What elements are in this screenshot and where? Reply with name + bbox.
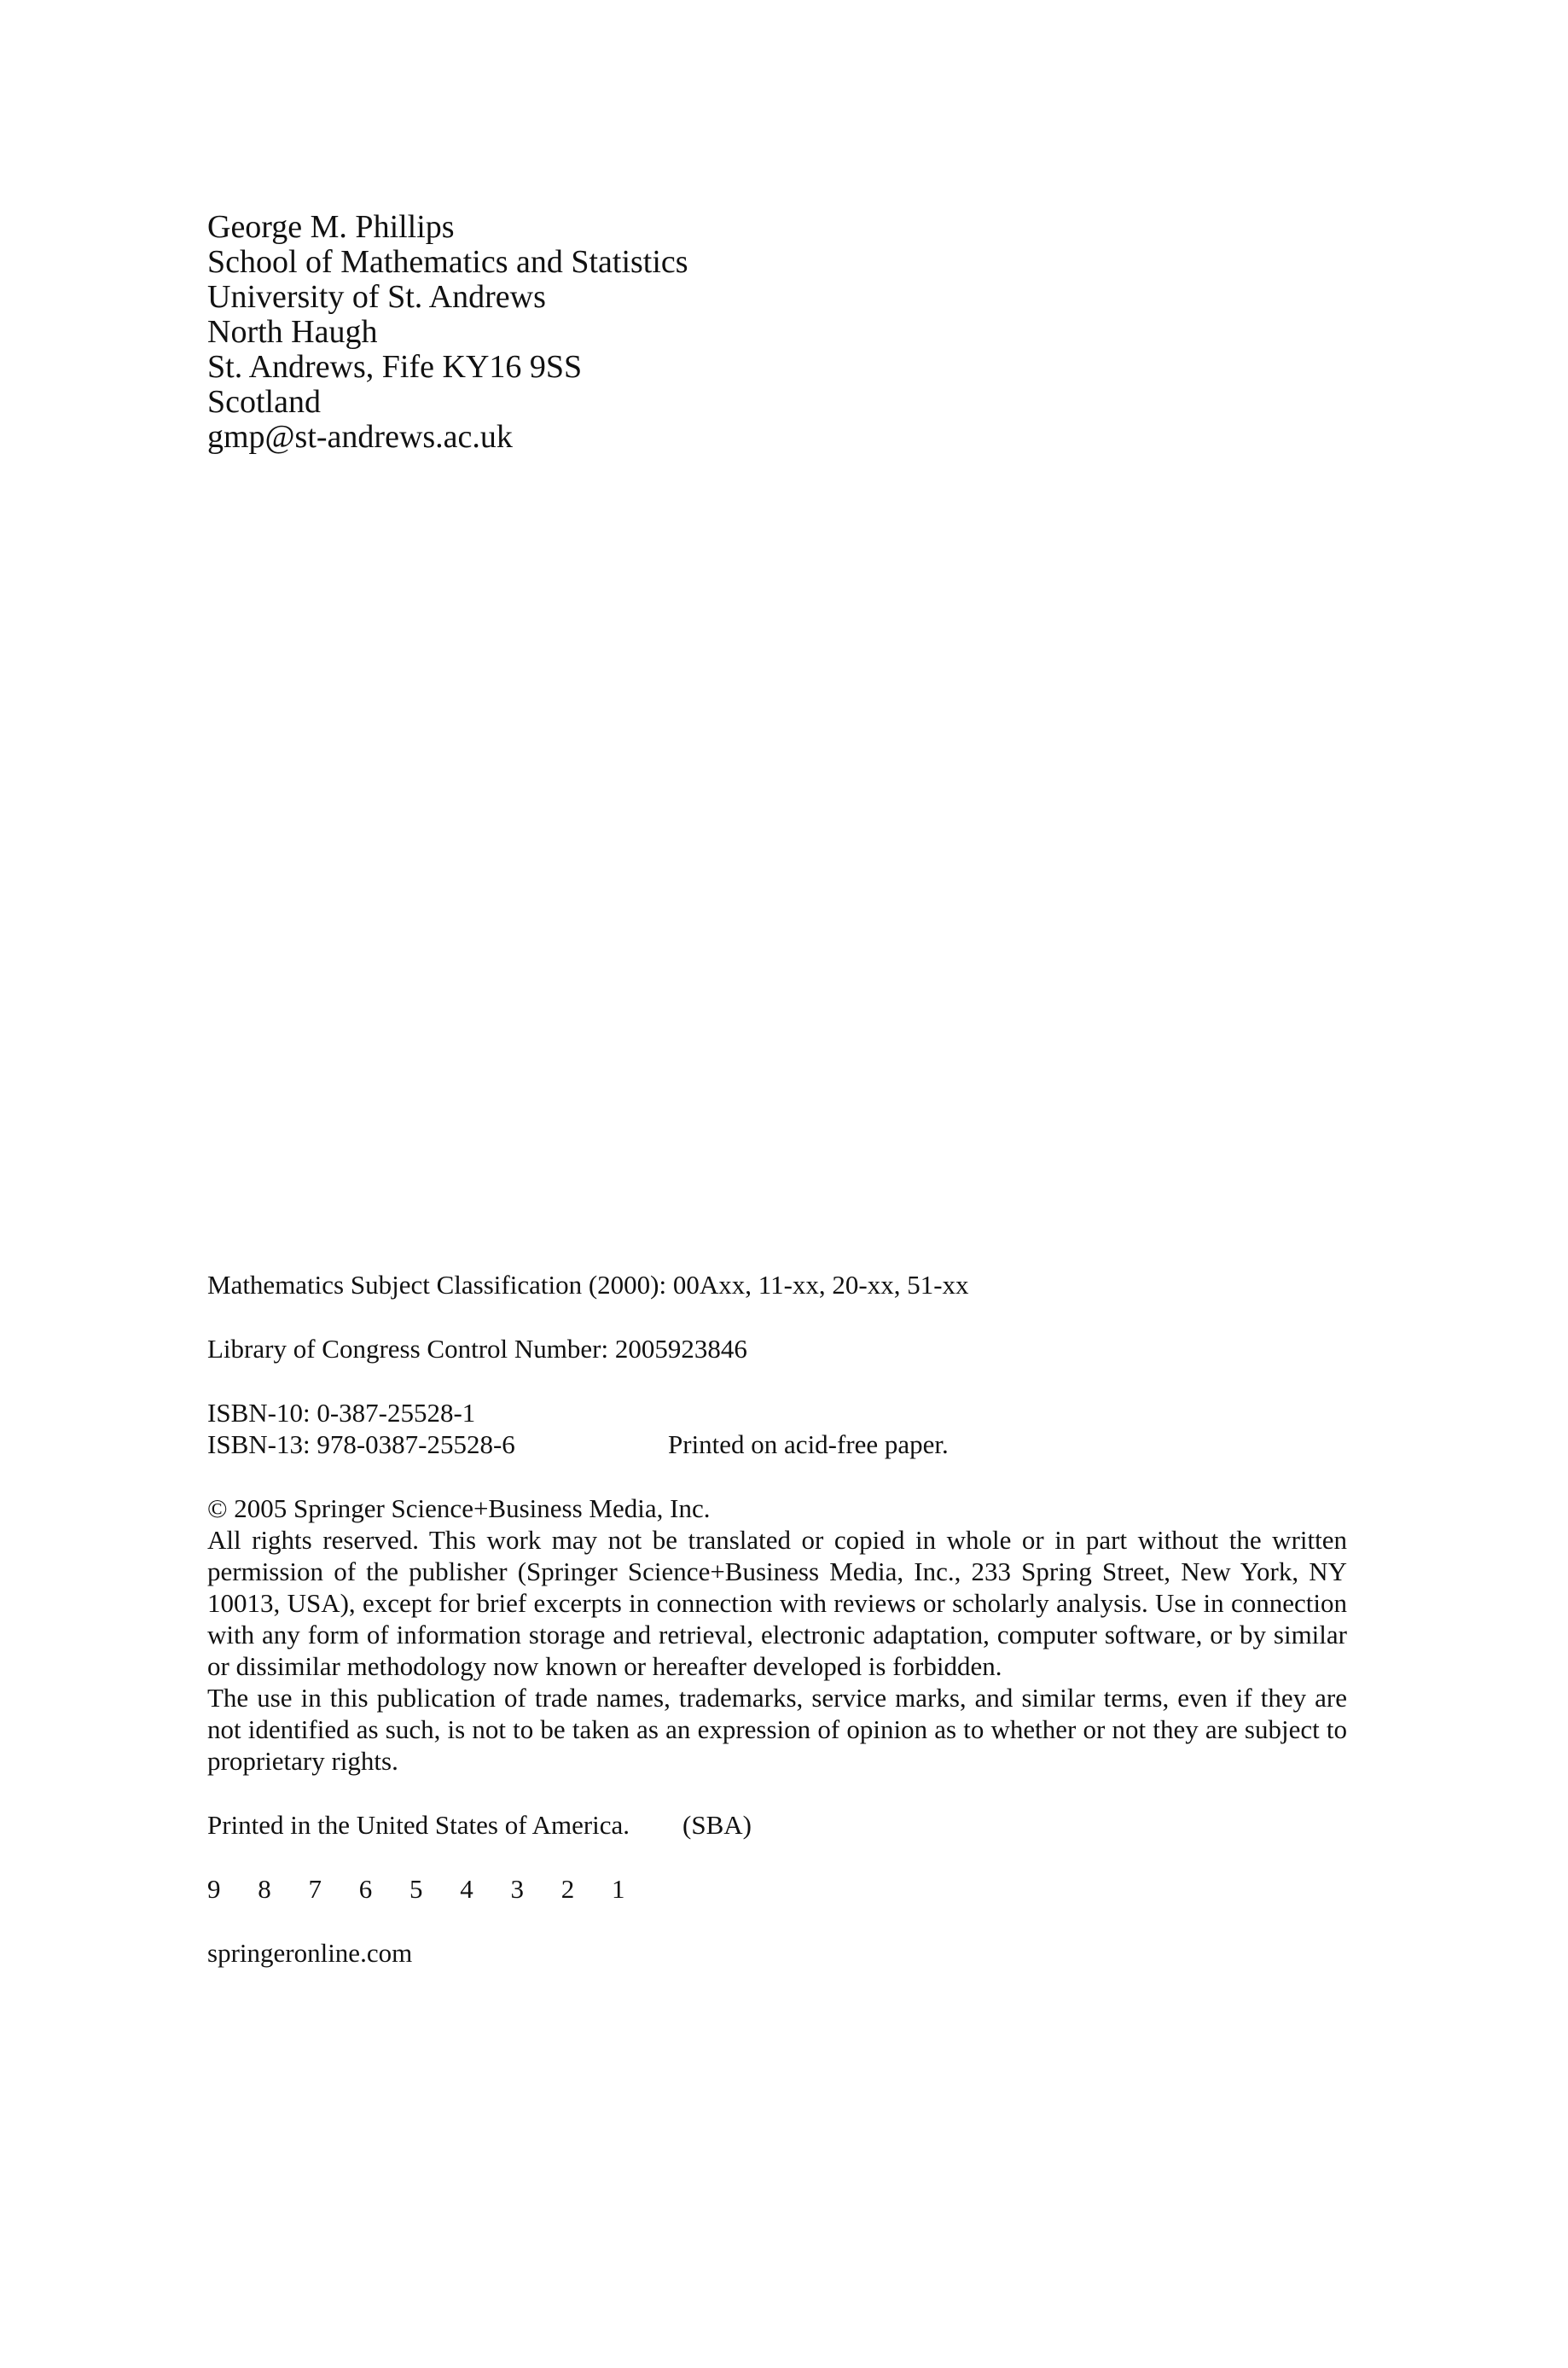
- isbn-block: [207, 1397, 1347, 1460]
- author-country: Scotland: [207, 384, 321, 420]
- author-email: gmp@st-andrews.ac.uk: [207, 419, 513, 455]
- subject-classification: Mathematics Subject Classification (2000): 00Axx, 11-xx, 20-xx, 51-xx: [207, 1270, 969, 1300]
- publisher-website: springeronline.com: [207, 1938, 413, 1968]
- copyright-body: [207, 1524, 1347, 1777]
- author-name: George M. Phillips: [207, 209, 455, 245]
- print-sequence: 9 8 7 6 5 4 3 2 1: [207, 1874, 641, 1904]
- isbn-10: ISBN-10: 0-387-25528-1: [207, 1398, 476, 1428]
- imprint-block: [207, 1269, 1347, 1969]
- author-department: School of Mathematics and Statistics: [207, 244, 688, 280]
- lccn-line: Library of Congress Control Number: 2005923846: [207, 1334, 747, 1364]
- printer-code: (SBA): [682, 1810, 752, 1840]
- printed-in-row: [207, 1809, 1347, 1841]
- author-address-block: [207, 210, 1060, 455]
- author-university: University of St. Andrews: [207, 279, 546, 315]
- rights-paragraph: All rights reserved. This work may not be translated or copied in whole or in part without the written permission of the publisher (Springer Science+Business Media, Inc., 233 Spring Street, New York, NY 10013, USA), except for brief excerpts in connection with reviews or scholarly analysis. Use in connection with any form of information storage and retrieval, electronic adaptation, computer software, or by similar or dissimilar methodology now known or hereafter developed is forbidden.: [207, 1525, 1347, 1681]
- isbn-13: ISBN-13: 978-0387-25528-6: [207, 1429, 515, 1459]
- author-street: North Haugh: [207, 314, 378, 350]
- copyright-block: [207, 1492, 1347, 1777]
- author-city: St. Andrews, Fife KY16 9SS: [207, 349, 583, 385]
- copyright-notice: © 2005 Springer Science+Business Media, Inc.: [207, 1493, 711, 1523]
- printed-in-country: Printed in the United States of America.: [207, 1810, 630, 1840]
- trademark-paragraph: The use in this publication of trade names, trademarks, service marks, and similar terms, even if they are not identified as such, is not to be taken as an expression of opinion as to whether or not they are subject to proprietary rights.: [207, 1683, 1347, 1776]
- acid-free-paper-note: Printed on acid-free paper.: [668, 1429, 949, 1459]
- isbn-13-row: [207, 1428, 1347, 1460]
